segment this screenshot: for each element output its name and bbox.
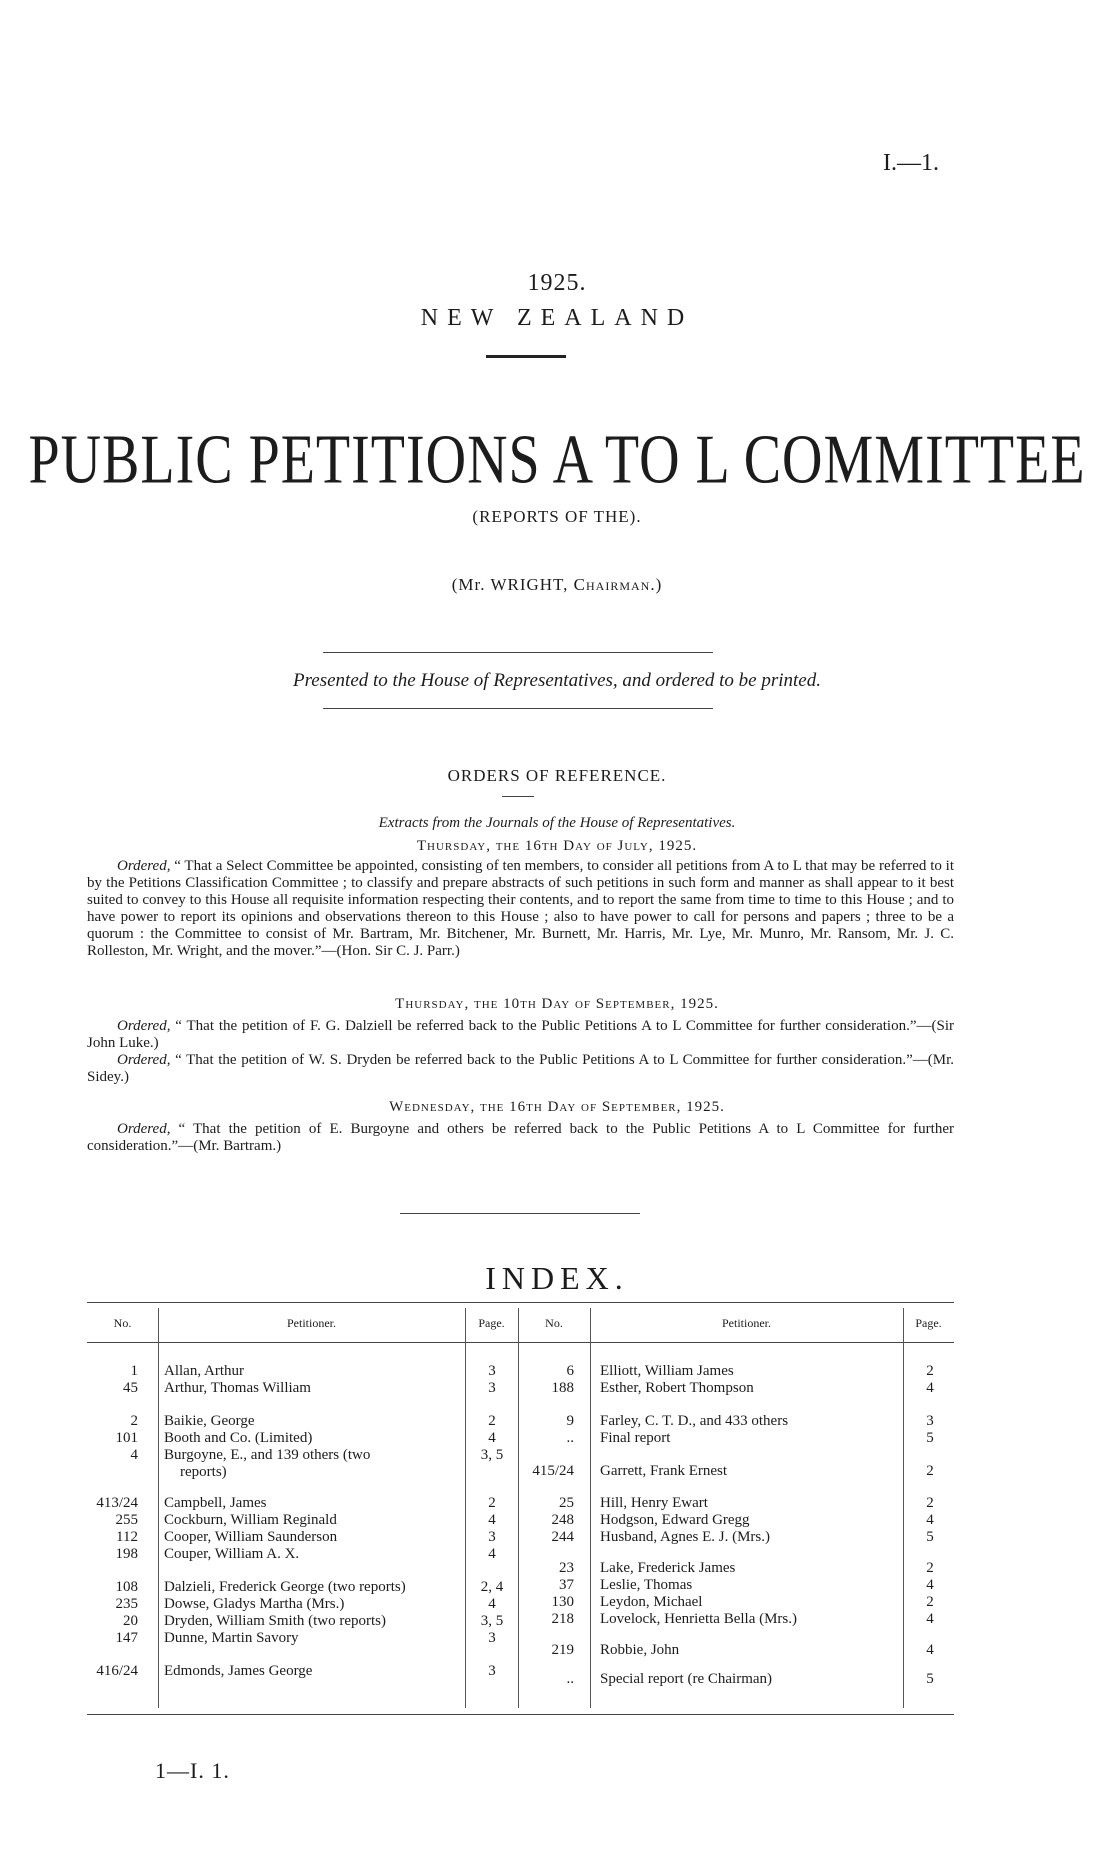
index-row-number: 9: [566, 1413, 574, 1429]
col-header-petitioner: Petitioner.: [287, 1316, 336, 1330]
index-row-page: 3: [926, 1413, 934, 1429]
index-row-petitioner: Hill, Henry Ewart: [600, 1495, 708, 1511]
index-row-page: 2: [488, 1413, 496, 1429]
extracts-line: Extracts from the Journals of the House of Representatives.: [378, 815, 736, 831]
column-rule: [158, 1308, 159, 1708]
chairman-prefix: (Mr.: [451, 575, 486, 594]
table-bottom-rule: [87, 1714, 954, 1715]
order-text: “ That a Select Committee be appointed, consisting of ten members, to consider all petitions from A to L that may be referred to it by the Petitions Classification Committee ; to classify and prepare abstracts of such petitions in such form and manner as shall appear to it best suited to convey to this House all requisite information respecting their contents, and to report the same from time to time to this House ; and to have power to report its opinions and observations thereon to this House ; also to have power to call for persons and papers ; three to be a quorum : the Committee to consist of Mr. Bartram, Mr. Bitchener, Mr. Burnett, Mr. Harris, Mr. Lye, Mr. Munro, Mr. Ransom, Mr. J. C. Rolleston, Mr. Wright, and the mover.”—(Hon. Sir C. J. Parr.): [87, 858, 954, 959]
index-row-page: 2: [488, 1495, 496, 1511]
index-row-petitioner: Campbell, James: [164, 1495, 267, 1511]
footer-reference: 1—I. 1.: [155, 1758, 230, 1783]
divider: [502, 796, 534, 797]
index-row-petitioner: Robbie, John: [600, 1642, 680, 1658]
order-date-3: Wednesday, the 16th Day of September, 1925.: [389, 1099, 725, 1115]
col-header-no: No.: [545, 1316, 563, 1330]
order-date-2: Thursday, the 10th Day of September, 1925.: [395, 996, 719, 1012]
index-row-number: 235: [115, 1596, 138, 1612]
index-row-number: 45: [123, 1380, 138, 1396]
index-row-number: 101: [115, 1430, 138, 1446]
index-row-number: 147: [115, 1630, 138, 1646]
index-row-petitioner: Dryden, William Smith (two reports): [164, 1613, 387, 1629]
column-rule: [903, 1308, 904, 1708]
index-row-number: 198: [115, 1546, 138, 1562]
index-row-number: 37: [559, 1577, 574, 1593]
col-header-petitioner: Petitioner.: [722, 1316, 771, 1330]
divider: [400, 1213, 640, 1214]
ordered-label: Ordered,: [117, 858, 171, 874]
page-title: PUBLIC PETITIONS A TO L COMMITTEE: [28, 421, 1086, 499]
index-row-number: 25: [559, 1495, 574, 1511]
index-row-petitioner: Final report: [600, 1430, 671, 1446]
index-row-page: 3, 5: [480, 1613, 504, 1629]
index-row-petitioner: Cockburn, William Reginald: [164, 1512, 337, 1528]
chairman-suffix: Chairman.): [573, 575, 663, 594]
index-row-page: 3: [488, 1363, 496, 1379]
index-row-petitioner: Farley, C. T. D., and 433 others: [600, 1413, 789, 1429]
index-row-petitioner: Dunne, Martin Savory: [164, 1630, 299, 1646]
index-row-number: 255: [115, 1512, 138, 1528]
presented-line: Presented to the House of Representatives, and ordered to be printed.: [292, 670, 821, 691]
index-row-petitioner: Dowse, Gladys Martha (Mrs.): [164, 1596, 345, 1612]
index-row-petitioner: Arthur, Thomas William: [164, 1380, 311, 1396]
index-row-number: 4: [130, 1447, 138, 1463]
index-row-page: 4: [488, 1546, 496, 1562]
index-row-page: 4: [926, 1380, 934, 1396]
order-paragraph-1: [87, 858, 954, 960]
index-row-page: 2: [926, 1594, 934, 1610]
index-row-number: 1: [130, 1363, 138, 1379]
index-row-petitioner: Husband, Agnes E. J. (Mrs.): [600, 1529, 770, 1545]
index-row-number: 6: [566, 1363, 574, 1379]
col-header-no: No.: [113, 1316, 132, 1330]
index-row-page: 5: [926, 1430, 934, 1446]
index-row-page: 4: [926, 1577, 934, 1593]
col-header-page: Page.: [915, 1316, 942, 1330]
chairman-name: WRIGHT,: [490, 575, 569, 594]
index-row-page: 3: [488, 1380, 496, 1396]
order-text: “ That the petition of E. Burgoyne and others be referred back to the Public Petitions A to L Committee for further consideration.”—(Mr. Bartram.): [87, 1121, 954, 1154]
index-row-number: 2: [130, 1413, 138, 1429]
index-row-page: 2: [926, 1363, 934, 1379]
table-header-rule: [87, 1342, 954, 1343]
index-row-petitioner: Cooper, William Saunderson: [164, 1529, 338, 1545]
index-row-page: 4: [488, 1512, 496, 1528]
index-row-petitioner: Lovelock, Henrietta Bella (Mrs.): [600, 1611, 798, 1627]
index-row-petitioner: Burgoyne, E., and 139 others (two: [164, 1447, 371, 1463]
divider: [323, 708, 713, 709]
index-row-petitioner: Baikie, George: [164, 1413, 255, 1429]
index-row-page: 4: [926, 1611, 934, 1627]
index-row-number: 188: [551, 1380, 574, 1396]
index-row-number: 130: [551, 1594, 574, 1610]
index-row-number: 218: [551, 1611, 574, 1627]
index-row-number: 20: [123, 1613, 138, 1629]
index-row-page: 4: [488, 1430, 496, 1446]
index-row-petitioner: Edmonds, James George: [164, 1663, 313, 1679]
index-row-petitioner: Couper, William A. X.: [164, 1546, 300, 1562]
order-text: “ That the petition of F. G. Dalziell be referred back to the Public Petitions A to L Committee for further consideration.”—(Sir John Luke.): [87, 1018, 954, 1051]
index-row-page: 5: [926, 1671, 934, 1687]
index-row-number: ..: [566, 1430, 574, 1446]
index-row-petitioner: reports): [180, 1464, 227, 1480]
order-date-1: Thursday, the 16th Day of July, 1925.: [416, 838, 698, 854]
order-paragraph-3: [87, 1052, 954, 1086]
col-header-page: Page.: [478, 1316, 505, 1330]
index-row-petitioner: Allan, Arthur: [164, 1363, 244, 1379]
index-row-petitioner: Dalzieli, Frederick George (two reports): [164, 1579, 406, 1595]
index-row-page: 2: [926, 1495, 934, 1511]
index-row-page: 4: [926, 1642, 934, 1658]
index-row-page: 4: [488, 1596, 496, 1612]
ordered-label: Ordered,: [117, 1052, 171, 1068]
index-row-petitioner: Garrett, Frank Ernest: [600, 1463, 728, 1479]
divider: [323, 652, 713, 653]
year: 1925.: [527, 270, 587, 296]
chairman-line: [0, 575, 1114, 595]
column-rule: [590, 1308, 591, 1708]
index-row-number: 108: [115, 1579, 138, 1595]
index-row-petitioner: Hodgson, Edward Gregg: [600, 1512, 750, 1528]
index-row-petitioner: Leydon, Michael: [600, 1594, 703, 1610]
index-row-number: 112: [116, 1529, 138, 1545]
table-top-rule: [87, 1302, 954, 1303]
index-row-petitioner: Esther, Robert Thompson: [600, 1380, 754, 1396]
index-row-number: 248: [551, 1512, 574, 1528]
orders-heading: ORDERS OF REFERENCE.: [447, 766, 667, 785]
index-row-page: 2, 4: [480, 1579, 504, 1595]
index-row-petitioner: Booth and Co. (Limited): [164, 1430, 313, 1446]
index-row-page: 3: [488, 1529, 496, 1545]
index-heading: INDEX.: [485, 1260, 629, 1296]
index-row-page: 3: [488, 1663, 496, 1679]
subtitle: (REPORTS OF THE).: [472, 507, 642, 526]
ordered-label: Ordered,: [117, 1018, 171, 1034]
index-row-number: ..: [566, 1671, 574, 1687]
index-row-number: 413/24: [96, 1495, 138, 1511]
index-row-petitioner: Leslie, Thomas: [600, 1577, 693, 1593]
ordered-label: Ordered,: [117, 1121, 171, 1137]
index-row-number: 415/24: [532, 1463, 574, 1479]
index-row-page: 3, 5: [480, 1447, 504, 1463]
order-paragraph-4: [87, 1121, 954, 1155]
column-rule: [465, 1308, 466, 1708]
country: NEW ZEALAND: [420, 305, 694, 331]
index-row-number: 219: [551, 1642, 574, 1658]
index-row-number: 244: [551, 1529, 574, 1545]
index-row-number: 416/24: [96, 1663, 138, 1679]
index-row-petitioner: Special report (re Chairman): [600, 1671, 773, 1687]
index-row-petitioner: Lake, Frederick James: [600, 1560, 736, 1576]
index-row-petitioner: Elliott, William James: [600, 1363, 734, 1379]
index-row-page: 2: [926, 1463, 934, 1479]
index-row-page: 3: [488, 1630, 496, 1646]
index-row-page: 4: [926, 1512, 934, 1528]
divider: [486, 355, 566, 358]
document-reference: I.—1.: [883, 150, 939, 176]
order-paragraph-2: [87, 1018, 954, 1052]
index-row-page: 2: [926, 1560, 934, 1576]
order-text: “ That the petition of W. S. Dryden be referred back to the Public Petitions A to L Committee for further consideration.”—(Mr. Sidey.): [87, 1052, 954, 1085]
index-row-page: 5: [926, 1529, 934, 1545]
index-row-number: 23: [559, 1560, 574, 1576]
